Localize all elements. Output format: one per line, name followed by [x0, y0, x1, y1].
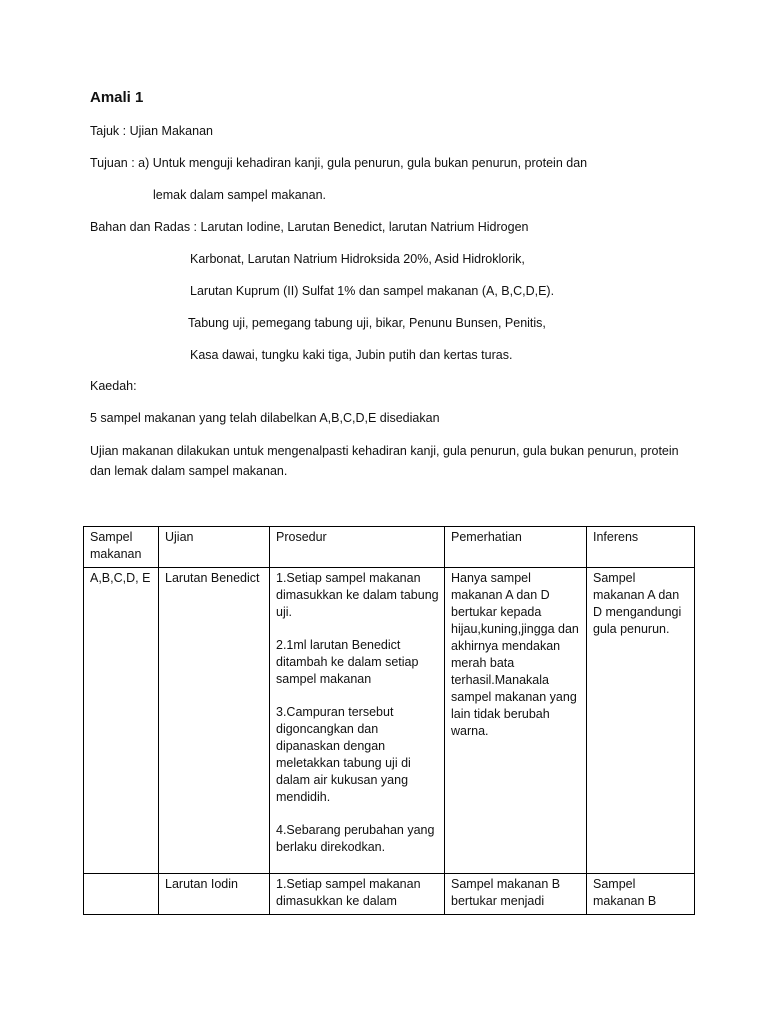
- ujian-paragraph: Ujian makanan dilakukan untuk mengenalpasti kehadiran kanji, gula penurun, gula bukan penurun, protein dan lemak dalam sampel makanan.: [90, 444, 679, 478]
- bahan-line-4: Tabung uji, pemegang tabung uji, bikar, Penunu Bunsen, Penitis,: [188, 316, 546, 330]
- header-pemerhatian: Pemerhatian: [445, 527, 587, 568]
- cell-prosedur: [270, 568, 445, 874]
- tujuan-line-1: Tujuan : a) Untuk menguji kehadiran kanji, gula penurun, gula bukan penurun, protein dan: [90, 156, 588, 170]
- cell-pemerhatian: Hanya sampel makanan A dan D bertukar kepada hijau,kuning,jingga dan akhirnya mendakan merah bata terhasil.Manakala sampel makanan yang lain tidak berubah warna.: [445, 568, 587, 874]
- cell-inferens: Sampel makanan B: [587, 874, 695, 915]
- prosedur-step: 2.1ml larutan Benedict ditambah ke dalam setiap sampel makanan: [276, 638, 419, 686]
- prosedur-step: 1.Setiap sampel makanan dimasukkan ke dalam: [276, 877, 421, 908]
- tajuk-line: Tajuk : Ujian Makanan: [90, 124, 213, 138]
- table-header-row: [84, 527, 695, 568]
- table-row: [84, 874, 695, 915]
- tujuan-line-2: lemak dalam sampel makanan.: [153, 188, 326, 202]
- header-inferens: Inferens: [587, 527, 695, 568]
- cell-prosedur: [270, 874, 445, 915]
- cell-inferens: Sampel makanan A dan D mengandungi gula penurun.: [587, 568, 695, 874]
- prosedur-step: 1.Setiap sampel makanan dimasukkan ke dalam tabung uji.: [276, 571, 439, 619]
- cell-sampel: [84, 874, 159, 915]
- bahan-line-5: Kasa dawai, tungku kaki tiga, Jubin putih dan kertas turas.: [190, 348, 513, 362]
- bahan-line-3: Larutan Kuprum (II) Sulfat 1% dan sampel makanan (A, B,C,D,E).: [190, 284, 555, 298]
- cell-ujian: Larutan Benedict: [159, 568, 270, 874]
- cell-ujian: Larutan Iodin: [159, 874, 270, 915]
- kaedah-heading: Kaedah:: [90, 379, 137, 393]
- cell-pemerhatian: Sampel makanan B bertukar menjadi: [445, 874, 587, 915]
- bahan-line-2: Karbonat, Larutan Natrium Hidroksida 20%, Asid Hidroklorik,: [190, 252, 525, 266]
- bahan-line-1: Bahan dan Radas : Larutan Iodine, Larutan Benedict, larutan Natrium Hidrogen: [90, 220, 529, 234]
- prosedur-step: 4.Sebarang perubahan yang berlaku direkodkan.: [276, 823, 435, 854]
- header-ujian: Ujian: [159, 527, 270, 568]
- sampel-line: 5 sampel makanan yang telah dilabelkan A,B,C,D,E disediakan: [90, 411, 440, 425]
- prosedur-step: 3.Campuran tersebut digoncangkan dan dipanaskan dengan meletakkan tabung uji di dalam air kukusan yang mendidih.: [276, 705, 411, 804]
- table-row: [84, 568, 695, 874]
- document-title: Amali 1: [90, 89, 144, 106]
- cell-sampel: A,B,C,D, E: [84, 568, 159, 874]
- header-sampel: Sampel makanan: [84, 527, 159, 568]
- results-table: [83, 526, 695, 915]
- header-prosedur: Prosedur: [270, 527, 445, 568]
